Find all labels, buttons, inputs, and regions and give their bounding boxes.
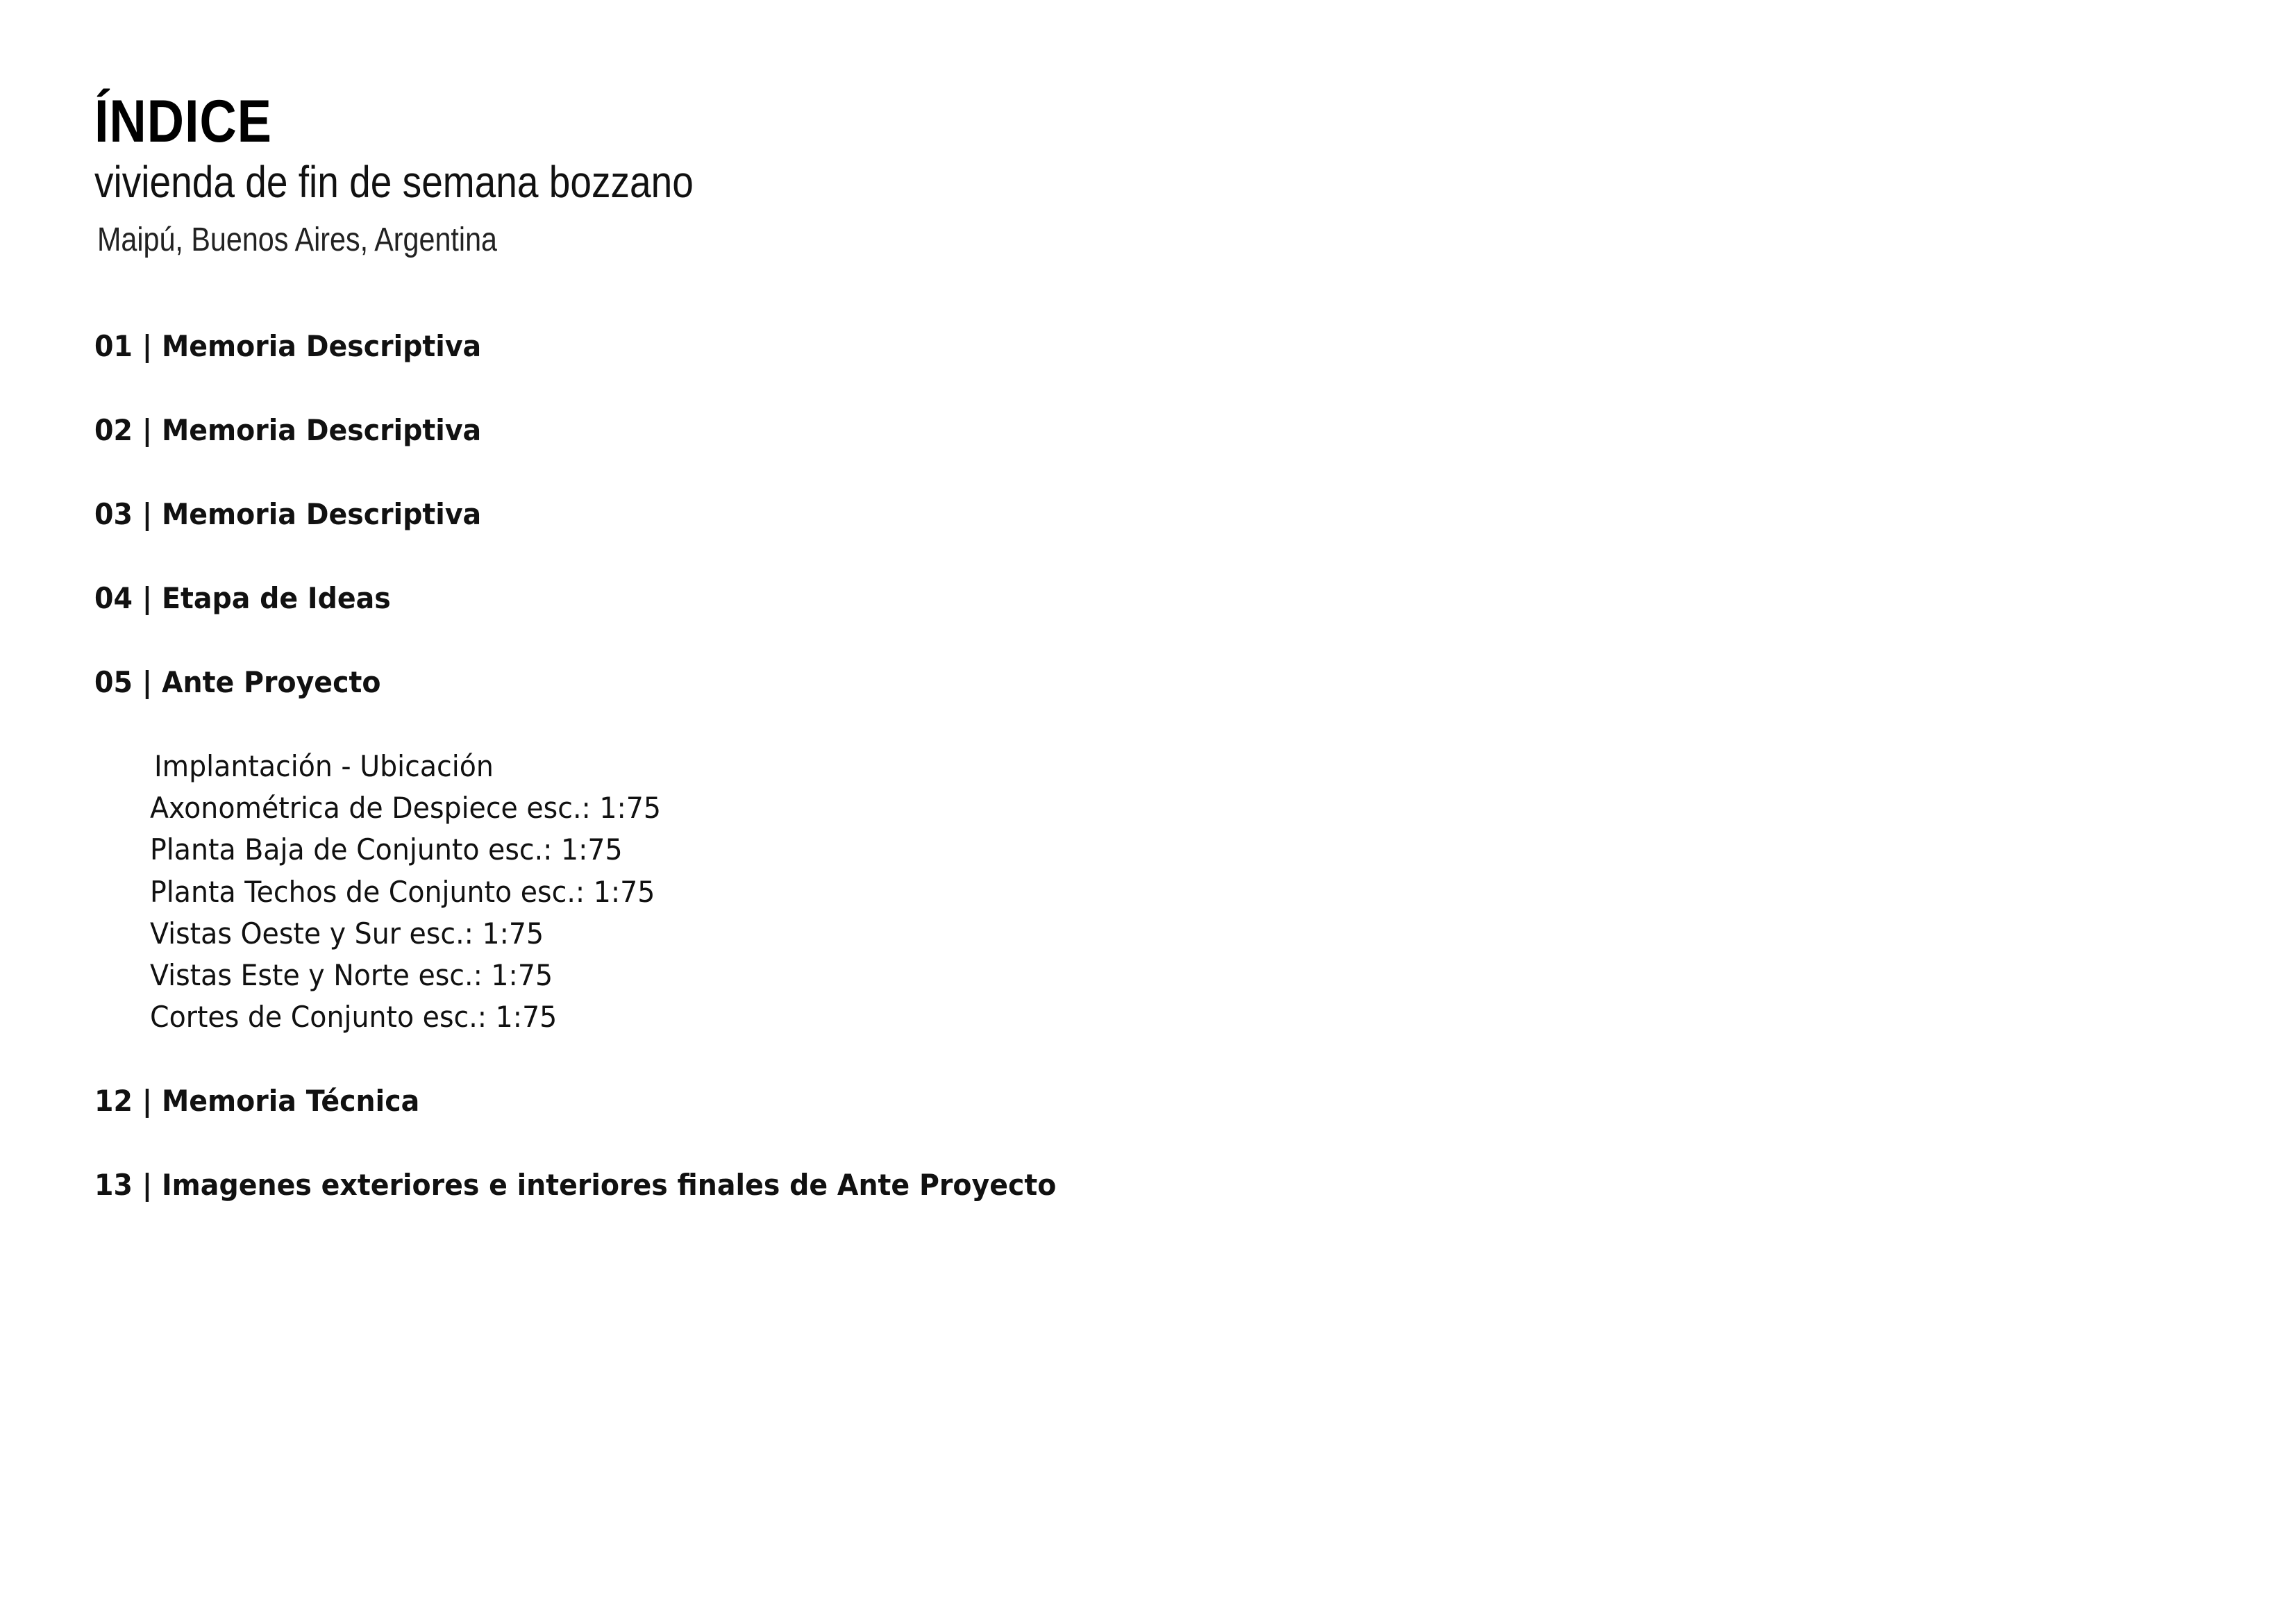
entry-number: 05 xyxy=(94,665,133,699)
entry-label: Memoria Técnica xyxy=(161,1084,420,1118)
subitem-implantacion: Implantación - Ubicación xyxy=(154,749,494,783)
entry-separator: | xyxy=(142,665,153,699)
subitem-planta-baja: Planta Baja de Conjunto esc.: 1:75 xyxy=(150,832,623,867)
index-entry-01 xyxy=(94,329,482,363)
index-entry-03 xyxy=(94,497,482,531)
entry-number: 12 xyxy=(94,1084,133,1118)
entry-separator: | xyxy=(142,581,153,615)
entry-separator: | xyxy=(142,413,153,447)
index-entry-02 xyxy=(94,413,482,447)
index-entry-13 xyxy=(94,1168,1057,1202)
entry-separator: | xyxy=(142,1168,153,1202)
entry-number: 02 xyxy=(94,413,133,447)
subitem-axonometrica: Axonométrica de Despiece esc.: 1:75 xyxy=(150,791,662,825)
index-entry-04 xyxy=(94,581,391,615)
entry-label: Memoria Descriptiva xyxy=(161,413,482,447)
page-title: ÍNDICE xyxy=(94,88,272,155)
subitem-vistas-oeste-sur: Vistas Oeste y Sur esc.: 1:75 xyxy=(150,916,544,951)
entry-number: 04 xyxy=(94,581,133,615)
entry-label: Memoria Descriptiva xyxy=(161,497,482,531)
entry-separator: | xyxy=(142,329,153,363)
entry-label: Memoria Descriptiva xyxy=(161,329,482,363)
entry-number: 01 xyxy=(94,329,133,363)
project-location: Maipú, Buenos Aires, Argentina xyxy=(97,221,497,258)
index-entry-05 xyxy=(94,665,381,699)
entry-label: Ante Proyecto xyxy=(161,665,381,699)
subitem-planta-techos: Planta Techos de Conjunto esc.: 1:75 xyxy=(150,875,655,909)
entry-label: Imagenes exteriores e interiores finales de Ante Proyecto xyxy=(161,1168,1057,1202)
entry-separator: | xyxy=(142,1084,153,1118)
project-subtitle: vivienda de fin de semana bozzano xyxy=(94,157,694,207)
entry-number: 03 xyxy=(94,497,133,531)
subitem-vistas-este-norte: Vistas Este y Norte esc.: 1:75 xyxy=(150,958,553,992)
entry-number: 13 xyxy=(94,1168,133,1202)
entry-separator: | xyxy=(142,497,153,531)
entry-label: Etapa de Ideas xyxy=(161,581,391,615)
index-entry-12 xyxy=(94,1084,420,1118)
subitem-cortes: Cortes de Conjunto esc.: 1:75 xyxy=(150,1000,558,1034)
